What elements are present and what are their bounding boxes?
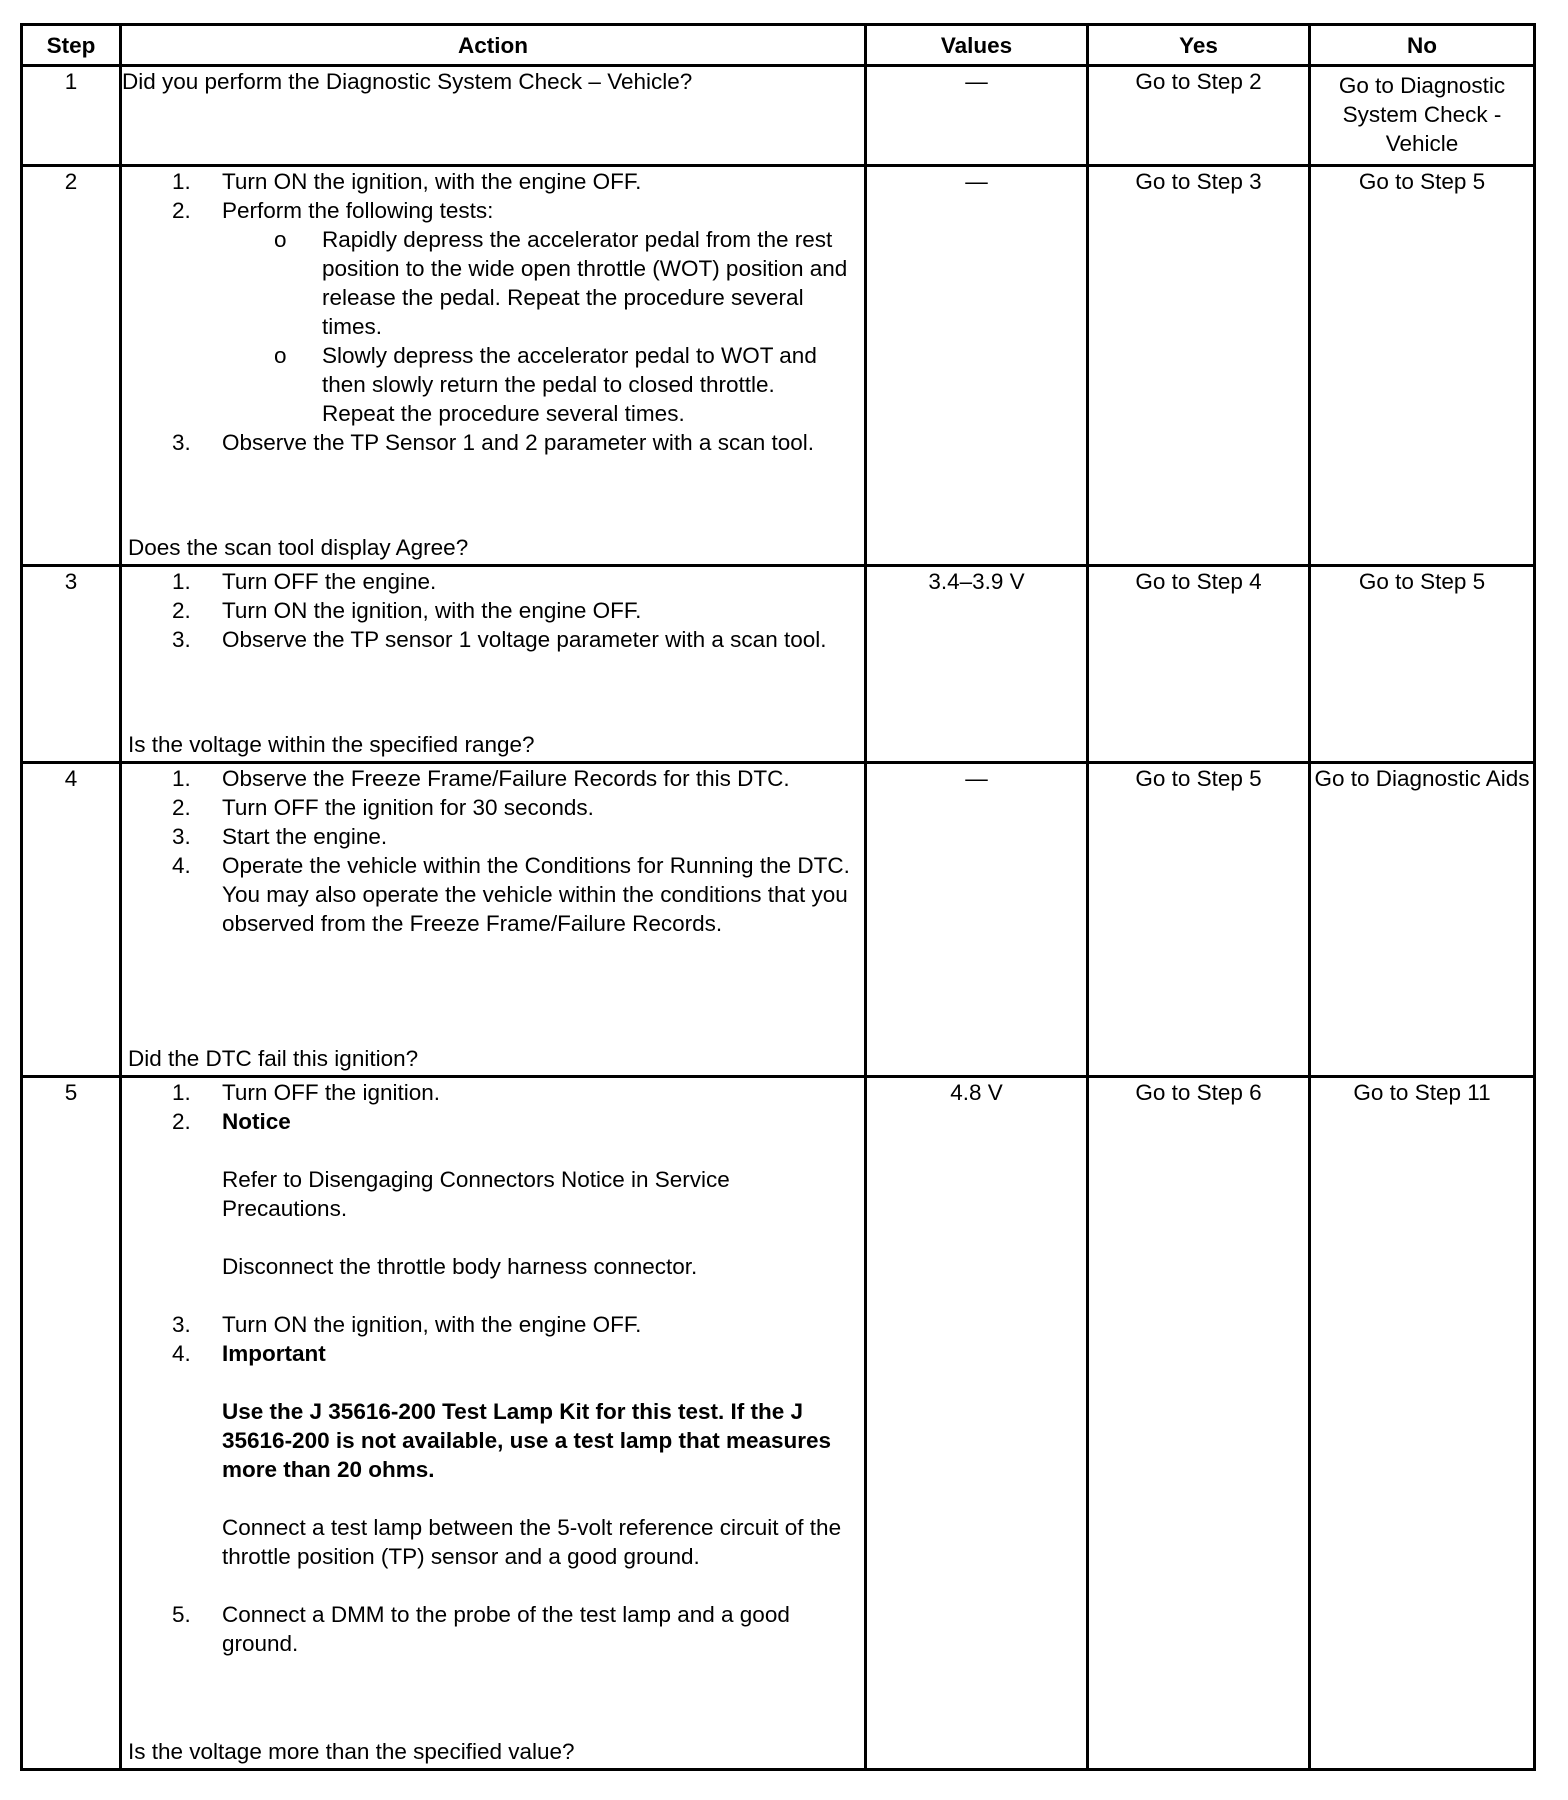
sub-step: o Rapidly depress the accelerator pedal from the rest position to the wide open throttle (WOT) position and release the pedal. Repeat the procedure several times. [274,227,848,339]
yes-cell: Go to Step 2 [1088,66,1310,166]
step-number: 2 [22,166,121,566]
diagnostic-table [20,23,1536,1771]
action-cell [121,763,866,1077]
sub-steps [222,225,860,428]
action-question: Is the voltage more than the specified value? [128,1739,575,1764]
important-text: Use the J 35616-200 Test Lamp Kit for this test. If the J 35616-200 is not available, use a test lamp that measures more than 20 ohms. [222,1399,832,1482]
yes-cell: Go to Step 6 [1088,1077,1310,1770]
yes-cell: Go to Step 4 [1088,566,1310,763]
instruction-text: Connect a test lamp between the 5-volt reference circuit of the throttle position (TP) sensor and a good ground. [222,1515,842,1569]
value-cell: 3.4–3.9 V [866,566,1088,763]
sub-step: o Slowly depress the accelerator pedal to WOT and then slowly return the pedal to closed throttle. Repeat the procedure several times. [274,343,817,426]
table-row [22,566,1535,763]
no-cell: Go to Diagnostic Aids [1310,763,1535,1077]
important-title: Important [222,1341,326,1366]
instruction-text: Disconnect the throttle body harness connector. [222,1254,698,1279]
action-step: 1. Turn OFF the engine. [172,569,437,594]
action-step: 1. Observe the Freeze Frame/Failure Records for this DTC. [172,766,790,791]
action-question: Does the scan tool display Agree? [128,535,469,560]
action-steps [122,1078,864,1658]
bullet-icon: o [274,227,287,252]
action-question: Did you perform the Diagnostic System Check – Vehicle? [122,69,693,94]
no-cell: Go to Step 5 [1310,566,1535,763]
action-cell [121,566,866,763]
action-cell [121,166,866,566]
action-steps [122,567,864,654]
header-step: Step [22,25,121,66]
header-yes: Yes [1088,25,1310,66]
action-step: 1. Turn ON the ignition, with the engine OFF. [172,169,642,194]
no-cell: Go to Step 11 [1310,1077,1535,1770]
action-cell [121,66,866,166]
value-cell: — [866,66,1088,166]
action-step: 4. Important Use the J 35616-200 Test Lamp Kit for this test. If the J 35616-200 is not available, use a test lamp that measures more than 20 ohms. Connect a test lamp between the 5-volt reference circuit of the throttle position (TP) sensor and a good ground. [122,1339,864,1571]
action-step: 3. Observe the TP Sensor 1 and 2 parameter with a scan tool. [172,430,814,455]
action-steps [122,764,864,938]
action-step: 2. Turn ON the ignition, with the engine OFF. [172,598,642,623]
action-question: Is the voltage within the specified range? [128,732,535,757]
no-cell: Go to Diagnostic System Check - Vehicle [1310,66,1535,166]
header-no: No [1310,25,1535,66]
action-step: 1. Turn OFF the ignition. [172,1080,441,1105]
action-step: 2. Turn OFF the ignition for 30 seconds. [172,795,594,820]
action-step: 4. Operate the vehicle within the Conditions for Running the DTC. You may also operate the vehicle within the conditions that you observed from the Freeze Frame/Failure Records. [172,853,850,936]
table-row [22,166,1535,566]
header-row [22,25,1535,66]
action-step: 3. Observe the TP sensor 1 voltage parameter with a scan tool. [172,627,827,652]
action-step: 3. Start the engine. [172,824,388,849]
action-cell [121,1077,866,1770]
action-step: 3. Turn ON the ignition, with the engine OFF. [172,1312,642,1337]
table-row [22,1077,1535,1770]
step-number: 1 [22,66,121,166]
value-cell: 4.8 V [866,1077,1088,1770]
action-steps [122,167,864,457]
yes-cell: Go to Step 3 [1088,166,1310,566]
no-cell: Go to Step 5 [1310,166,1535,566]
step-number: 4 [22,763,121,1077]
table-row [22,66,1535,166]
notice-title: Notice [222,1109,291,1134]
value-cell: — [866,763,1088,1077]
action-step: 2. Notice Refer to Disengaging Connectors Notice in Service Precautions. Disconnect the throttle body harness connector. [122,1107,864,1281]
action-step: 2. Perform the following tests: o Rapidly depress the accelerator pedal from the rest position to the wide open throttle (WOT) position and release the pedal. Repeat the procedure several times. o Slowly depress the accelerator pedal to WOT and then slowly return the pedal to closed throttle. Repeat the procedure several times. [122,196,864,428]
action-step: 5. Connect a DMM to the probe of the test lamp and a good ground. [172,1602,790,1656]
step-number: 5 [22,1077,121,1770]
table-row [22,763,1535,1077]
yes-cell: Go to Step 5 [1088,763,1310,1077]
step-number: 3 [22,566,121,763]
bullet-icon: o [274,343,287,368]
header-values: Values [866,25,1088,66]
header-action: Action [121,25,866,66]
value-cell: — [866,166,1088,566]
action-question: Did the DTC fail this ignition? [128,1046,419,1071]
notice-text: Refer to Disengaging Connectors Notice in Service Precautions. [222,1167,730,1221]
